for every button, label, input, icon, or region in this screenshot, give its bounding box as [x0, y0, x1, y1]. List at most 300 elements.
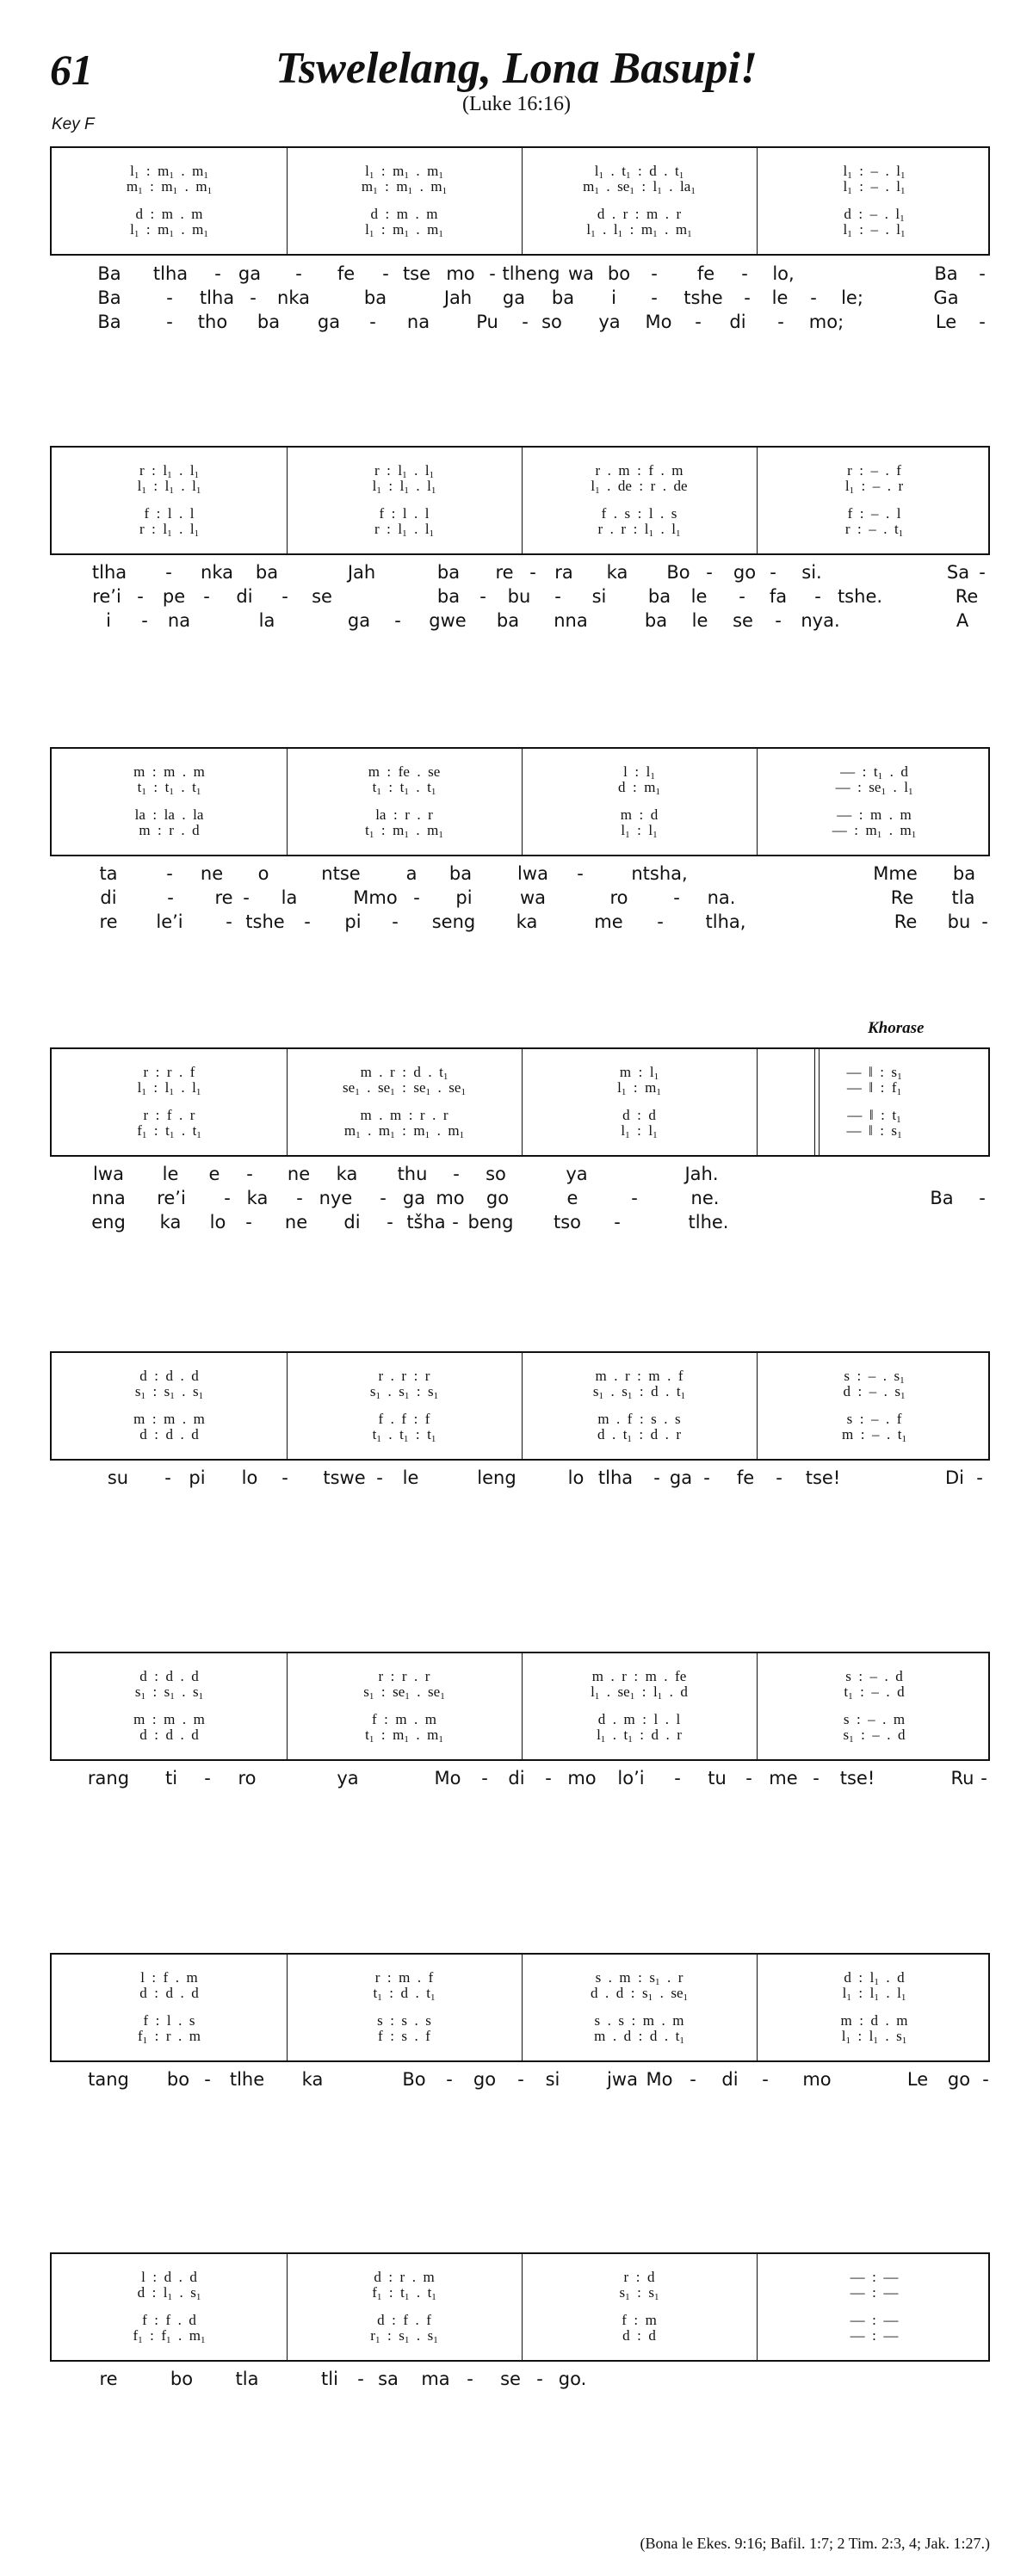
solfa-notes: f : l . l	[379, 505, 430, 522]
lyric-syllable: se	[312, 586, 332, 607]
chorus-label: Khorase	[868, 1019, 925, 1037]
lyric-syllable: Re	[894, 911, 918, 932]
solfa-notes: $l_1$ : – . $l_1$	[843, 221, 906, 239]
barline	[287, 448, 288, 553]
lyric-syllable: tse!	[805, 1467, 841, 1488]
lyric-syllable: -	[631, 1188, 638, 1208]
lyric-syllable: i	[611, 287, 616, 308]
lyric-syllable: tshe.	[837, 586, 883, 607]
solfa-notes: r : – . $t_1$	[844, 521, 904, 539]
barline	[522, 448, 523, 553]
lyric-syllable: si	[545, 2069, 560, 2090]
solfa-notes: $l_1$ : $m_1$ . $m_1$	[130, 163, 208, 181]
lyric-syllable: Mme	[873, 863, 918, 884]
barline	[522, 148, 523, 254]
lyric-syllable: se	[733, 610, 753, 631]
lyric-syllable: wa	[567, 263, 595, 284]
lyric-syllable: e	[566, 1188, 578, 1208]
lyric-syllable: bu	[947, 911, 971, 932]
lyric-syllable: -	[214, 263, 221, 284]
lyric-syllable: go	[733, 562, 757, 583]
solfa-notes: — : —	[850, 2327, 899, 2344]
lyric-syllable: -	[653, 1467, 660, 1488]
lyric-syllable: Le	[906, 2069, 929, 2090]
lyric-syllable: -	[479, 586, 486, 607]
solfa-notes: $l_1$ : $m_1$ . $m_1$	[365, 163, 443, 181]
solfa-notes: d . m : l . l	[597, 1711, 681, 1727]
solfa-notes: $t_1$ : – . d	[844, 1683, 905, 1702]
lyric-syllable: seng	[431, 911, 476, 932]
lyric-syllable: tlha	[152, 263, 189, 284]
lyric-syllable: pi	[344, 911, 362, 932]
solfa-notes: s : – . f	[846, 1411, 902, 1427]
lyric-syllable: ntsha,	[631, 863, 688, 884]
barline	[757, 1653, 758, 1759]
lyric-syllable: -	[741, 263, 748, 284]
lyric-syllable: di	[343, 1212, 361, 1232]
solfa-notes: f . s : l . s	[601, 505, 677, 522]
lyric-syllable: -	[517, 2069, 524, 2090]
lyric-syllable: -	[976, 1467, 983, 1488]
lyric-syllable: tlhe.	[688, 1212, 729, 1232]
lyric-syllable: -	[165, 562, 172, 583]
lyric-syllable: -	[382, 263, 389, 284]
lyric-syllable: la	[281, 887, 298, 908]
solfa-notes: d : $m_1$	[618, 779, 660, 797]
solfa-notes: d . r : m . r	[597, 206, 682, 222]
barline	[287, 2254, 288, 2360]
solfa-notes: r : m . f	[374, 1969, 434, 1986]
lyric-syllable: -	[744, 287, 751, 308]
solfa-notes: $l_1$ : $m_1$ . $m_1$	[130, 221, 208, 239]
lyric-syllable: -	[981, 911, 988, 932]
lyric-syllable: mo	[567, 1768, 597, 1788]
lyric-syllable: ka	[159, 1212, 182, 1232]
solfa-notes: $t_1$ : $t_1$ . $t_1$	[137, 779, 201, 797]
lyric-syllable: le	[771, 287, 789, 308]
solfa-notes: $s_1$ : $s_1$	[619, 2284, 659, 2302]
barline	[522, 1049, 523, 1155]
lyric-syllable: Sa	[946, 562, 970, 583]
lyric-syllable: Ba	[934, 263, 958, 284]
barline	[522, 749, 523, 855]
lyric-syllable: mo	[446, 263, 475, 284]
lyric-syllable: re	[99, 911, 118, 932]
lyric-syllable: tshe	[245, 911, 285, 932]
double-barline	[819, 1049, 820, 1155]
lyric-syllable: mo;	[808, 312, 844, 332]
lyric-syllable: tlha,	[705, 911, 746, 932]
lyric-syllable: bo	[607, 263, 631, 284]
lyric-syllable: thu	[397, 1164, 428, 1184]
lyric-syllable: ba	[363, 287, 387, 308]
lyric-syllable: le	[690, 586, 708, 607]
lyric-syllable: -	[204, 1768, 211, 1788]
lyric-syllable: lo	[241, 1467, 258, 1488]
lyric-syllable: pi	[455, 887, 473, 908]
lyric-syllable: nya.	[801, 610, 840, 631]
lyric-syllable: Bo	[402, 2069, 426, 2090]
solfa-notes: r : f . r	[143, 1107, 195, 1123]
solfa-notes: l : $l_1$	[623, 763, 655, 781]
lyric-syllable: re	[99, 2369, 118, 2389]
solfa-notes: r : – . f	[847, 462, 901, 479]
lyric-syllable: lo,	[772, 263, 795, 284]
lyric-syllable: -	[166, 863, 173, 884]
solfa-notes: $l_1$ : $l_1$	[621, 822, 658, 840]
lyric-syllable: -	[203, 586, 210, 607]
lyric-syllable: tso	[553, 1212, 582, 1232]
lyric-syllable: ba	[448, 863, 473, 884]
lyric-syllable: -	[296, 1188, 303, 1208]
lyric-syllable: tlheng	[502, 263, 560, 284]
lyric-syllable: le	[162, 1164, 179, 1184]
solfa-notes: f : l . l	[144, 505, 195, 522]
lyric-syllable: Mo	[646, 2069, 673, 2090]
lyric-syllable: go	[486, 1188, 510, 1208]
lyric-syllable: -	[166, 287, 173, 308]
lyric-syllable: -	[775, 610, 782, 631]
solfa-notes: $m_1$ : $m_1$ . $m_1$	[126, 178, 213, 196]
lyric-syllable: -	[979, 1188, 986, 1208]
lyric-syllable: fe	[696, 263, 715, 284]
lyric-syllable: -	[226, 911, 232, 932]
lyric-syllable: ba	[952, 863, 976, 884]
lyric-syllable: re’i	[92, 586, 121, 607]
solfa-notes: $l_1$ . $l_1$ : $m_1$ . $m_1$	[586, 221, 692, 239]
lyric-syllable: tang	[88, 2069, 129, 2090]
lyric-syllable: Ba	[930, 1188, 954, 1208]
barline	[522, 1955, 523, 2060]
lyric-syllable: mo	[802, 2069, 832, 2090]
lyric-syllable: e	[208, 1164, 220, 1184]
solfa-notes: $r_1$ : $s_1$ . $s_1$	[370, 2327, 438, 2345]
solfa-notes: $l_1$ : $l_1$ . $l_1$	[137, 478, 201, 496]
solfa-notes: l : f . m	[140, 1969, 198, 1986]
lyric-syllable: beng	[467, 1212, 514, 1232]
barline	[757, 1955, 758, 2060]
lyric-syllable: -	[776, 1467, 782, 1488]
lyric-syllable: ma	[421, 2369, 450, 2389]
lyric-syllable: ra	[554, 562, 573, 583]
hymn-number: 61	[50, 46, 93, 94]
solfa-notes: r . r : $l_1$ . $l_1$	[597, 521, 681, 539]
lyric-syllable: la	[258, 610, 275, 631]
solfa-notes: $f_1$ : $t_1$ . $t_1$	[372, 2284, 436, 2302]
solfa-notes: d : d . d	[139, 1368, 199, 1384]
lyric-syllable: rang	[87, 1768, 130, 1788]
lyric-syllable: -	[777, 312, 784, 332]
lyric-syllable: -	[489, 263, 496, 284]
solfa-notes: m : $l_1$	[619, 1064, 659, 1082]
lyric-syllable: -	[657, 911, 664, 932]
solfa-notes: $t_1$ : $m_1$ . $m_1$	[365, 1727, 443, 1745]
barline	[287, 1653, 288, 1759]
lyric-syllable: ka	[246, 1188, 269, 1208]
solfa-notes: d . d : $s_1$ . $se_1$	[590, 1985, 689, 2003]
lyric-syllable: di	[721, 2069, 739, 2090]
lyric-syllable: ba	[436, 586, 461, 607]
lyric-syllable: -	[243, 887, 250, 908]
solfa-notes: d : f . f	[377, 2312, 431, 2328]
solfa-notes: r : r . f	[143, 1064, 195, 1080]
lyric-syllable: Jah	[443, 287, 473, 308]
solfa-notes: m . f : s . s	[597, 1411, 681, 1427]
lyric-syllable: re’i	[157, 1188, 186, 1208]
solfa-notes: r : r . r	[378, 1668, 430, 1684]
lyric-syllable: -	[369, 312, 376, 332]
lyric-syllable: ba	[257, 312, 281, 332]
footer-references: (Bona le Ekes. 9:16; Bafil. 1:7; 2 Tim. 2:3, 4; Jak. 1:27.)	[640, 2535, 990, 2552]
lyric-syllable: -	[770, 562, 776, 583]
lyric-syllable: re	[495, 562, 514, 583]
lyric-syllable: tlha	[597, 1467, 634, 1488]
solfa-notes: s . s : m . m	[594, 2012, 684, 2029]
barline	[287, 148, 288, 254]
solfa-notes: — : —	[850, 2284, 899, 2301]
lyric-syllable: tse!	[839, 1768, 875, 1788]
lyric-syllable: le;	[841, 287, 863, 308]
solfa-notes: — : —	[850, 2269, 899, 2285]
score-system-box	[50, 747, 990, 856]
score-system-box	[50, 146, 990, 256]
lyric-syllable: -	[164, 1467, 171, 1488]
lyric-syllable: lo’i	[617, 1768, 645, 1788]
solfa-notes: r : $l_1$ . $l_1$	[374, 521, 435, 539]
lyric-syllable: -	[690, 2069, 696, 2090]
lyric-syllable: ne	[200, 863, 224, 884]
lyric-syllable: -	[281, 586, 288, 607]
solfa-notes: m : – . $t_1$	[842, 1426, 906, 1444]
solfa-notes: m : d	[620, 806, 659, 823]
solfa-notes: s : – . $s_1$	[844, 1368, 905, 1386]
lyric-syllable: -	[695, 312, 702, 332]
lyric-syllable: ka	[301, 2069, 324, 2090]
solfa-notes: — : $m_1$ . $m_1$	[832, 822, 917, 840]
lyric-syllable: ga	[502, 287, 526, 308]
solfa-notes: d : m . m	[135, 206, 203, 222]
lyric-syllable: ba	[255, 562, 279, 583]
solfa-notes: d : – . $s_1$	[843, 1383, 906, 1401]
lyric-syllable: go	[947, 2069, 971, 2090]
barline	[757, 1353, 758, 1459]
solfa-notes: d : r . m	[374, 2269, 435, 2285]
lyric-syllable: -	[141, 610, 148, 631]
lyric-syllable: -	[706, 562, 713, 583]
lyric-syllable: ba	[647, 586, 671, 607]
lyric-syllable: sa	[378, 2369, 399, 2389]
solfa-notes: la : la . la	[134, 806, 204, 823]
lyric-syllable: ya	[337, 1768, 359, 1788]
solfa-notes: — ‖ : $s_1$	[846, 1122, 902, 1140]
solfa-notes: $t_1$ : d . $t_1$	[373, 1985, 436, 2003]
solfa-notes: f : – . l	[847, 505, 901, 522]
lyric-syllable: -	[250, 287, 257, 308]
lyric-syllable: su	[107, 1467, 129, 1488]
lyric-syllable: ga	[238, 263, 262, 284]
lyric-syllable: Pu	[476, 312, 498, 332]
lyric-syllable: Ba	[97, 263, 121, 284]
solfa-notes: m . d : d . $t_1$	[594, 2028, 684, 2046]
lyric-syllable: Mo	[434, 1768, 461, 1788]
solfa-notes: — : $se_1$ . $l_1$	[835, 779, 913, 797]
lyric-syllable: -	[380, 1188, 387, 1208]
solfa-notes: $m_1$ . $m_1$ : $m_1$ . $m_1$	[343, 1122, 465, 1140]
lyric-syllable: jwa	[607, 2069, 638, 2090]
solfa-notes: $f_1$ : $t_1$ . $t_1$	[137, 1122, 201, 1140]
lyric-syllable: nye	[319, 1188, 353, 1208]
lyric-syllable: lwa	[517, 863, 548, 884]
lyric-syllable: ta	[99, 863, 118, 884]
lyric-syllable: ka	[516, 911, 538, 932]
lyric-syllable: -	[762, 2069, 769, 2090]
solfa-notes: $l_1$ . $t_1$ : d . r	[597, 1727, 682, 1745]
solfa-notes: f : s . f	[378, 2028, 430, 2044]
score-system-box	[50, 1351, 990, 1461]
lyric-syllable: nka	[277, 287, 310, 308]
lyric-syllable: re	[214, 887, 233, 908]
lyric-syllable: nna	[554, 610, 588, 631]
solfa-notes: d : d . d	[139, 1727, 199, 1743]
score-system-box	[50, 2252, 990, 2362]
solfa-notes: r : d	[623, 2269, 655, 2285]
solfa-notes: $s_1$ . $s_1$ : $s_1$	[369, 1383, 439, 1401]
solfa-notes: $t_1$ : $m_1$ . $m_1$	[365, 822, 443, 840]
solfa-notes: $l_1$ : $m_1$	[617, 1079, 661, 1097]
lyric-syllable: tshe	[684, 287, 723, 308]
hymn-title: Tswelelang, Lona Basupi!	[275, 44, 758, 93]
lyric-syllable: -	[246, 1164, 253, 1184]
solfa-notes: f : l . s	[143, 2012, 195, 2029]
lyric-syllable: na	[167, 610, 191, 631]
lyric-syllable: eng	[91, 1212, 126, 1232]
solfa-notes: f : m	[622, 2312, 657, 2328]
lyric-syllable: -	[814, 586, 821, 607]
lyric-syllable: ya	[598, 312, 621, 332]
lyric-syllable: Re	[955, 586, 979, 607]
solfa-notes: $s_1$ . $s_1$ : d . $t_1$	[592, 1383, 686, 1401]
solfa-notes: d : d . d	[139, 1426, 199, 1442]
lyric-syllable: -	[281, 1467, 288, 1488]
lyric-syllable: ba	[436, 562, 461, 583]
solfa-notes: $l_1$ : $l_1$ . $s_1$	[841, 2028, 907, 2046]
lyric-syllable: -	[467, 2369, 473, 2389]
lyric-syllable: -	[979, 562, 986, 583]
lyric-syllable: si.	[801, 562, 822, 583]
barline	[287, 749, 288, 855]
lyric-syllable: so	[541, 312, 562, 332]
solfa-notes: $l_1$ : $l_1$ . $l_1$	[842, 1985, 906, 2003]
lyric-syllable: ne	[287, 1164, 311, 1184]
lyric-syllable: go.	[558, 2369, 587, 2389]
lyric-syllable: lwa	[93, 1164, 124, 1184]
solfa-notes: s . m : $s_1$ . r	[595, 1969, 684, 1987]
lyric-syllable: -	[224, 1188, 231, 1208]
lyric-syllable: gwe	[429, 610, 467, 631]
lyric-syllable: lo	[567, 1467, 585, 1488]
lyric-syllable: Jah	[347, 562, 376, 583]
solfa-notes: f : m . m	[371, 1711, 437, 1727]
lyric-syllable: -	[703, 1467, 710, 1488]
key-signature: Key F	[52, 115, 95, 133]
lyric-syllable: -	[245, 1212, 252, 1232]
solfa-notes: m : m . m	[133, 763, 205, 780]
solfa-notes: m . r : m . f	[595, 1368, 684, 1384]
lyric-syllable: mo	[436, 1188, 465, 1208]
lyric-syllable: ba	[496, 610, 520, 631]
solfa-notes: $s_1$ : $s_1$ . $s_1$	[134, 1383, 204, 1401]
lyric-syllable: le’i	[156, 911, 183, 932]
lyric-syllable: di	[729, 312, 746, 332]
solfa-notes: $t_1$ : $t_1$ . $t_1$	[372, 779, 436, 797]
lyric-syllable: -	[376, 1467, 383, 1488]
lyric-syllable: -	[204, 2069, 211, 2090]
lyric-syllable: -	[980, 1768, 987, 1788]
lyric-syllable: -	[536, 2369, 543, 2389]
lyric-syllable: ga	[669, 1467, 693, 1488]
lyric-syllable: so	[486, 1164, 506, 1184]
solfa-notes: r : $l_1$ . $l_1$	[139, 462, 200, 480]
lyric-syllable: -	[979, 312, 986, 332]
solfa-notes: s : – . d	[845, 1668, 903, 1684]
lyric-syllable: lo	[209, 1212, 226, 1232]
lyric-syllable: nka	[201, 562, 233, 583]
lyric-syllable: ka	[336, 1164, 358, 1184]
score-system-box	[50, 1953, 990, 2062]
lyric-syllable: Di	[944, 1467, 965, 1488]
solfa-notes: m : fe . se	[368, 763, 441, 780]
barline	[757, 1049, 758, 1155]
lyric-syllable: ba	[644, 610, 668, 631]
lyric-syllable: tlhe	[229, 2069, 265, 2090]
lyric-syllable: tho	[197, 312, 228, 332]
lyric-syllable: -	[453, 1164, 460, 1184]
lyric-syllable: Ru	[950, 1768, 974, 1788]
lyric-syllable: tu	[708, 1768, 727, 1788]
solfa-notes: s : s . s	[377, 2012, 431, 2029]
lyric-syllable: Le	[935, 312, 957, 332]
lyric-syllable: ntse	[321, 863, 361, 884]
lyric-syllable: Ga	[933, 287, 959, 308]
barline	[522, 1653, 523, 1759]
barline	[757, 448, 758, 553]
lyric-syllable: ro	[609, 887, 628, 908]
barline	[287, 1049, 288, 1155]
solfa-notes: d : d	[622, 1107, 656, 1123]
lyric-syllable: Jah.	[684, 1164, 719, 1184]
lyric-syllable: me	[769, 1768, 798, 1788]
solfa-notes: — : $t_1$ . d	[840, 763, 908, 781]
solfa-notes: $s_1$ : – . d	[843, 1727, 906, 1745]
solfa-notes: $t_1$ . $t_1$ : $t_1$	[372, 1426, 436, 1444]
lyric-syllable: pe	[162, 586, 186, 607]
solfa-notes: — ‖ : $t_1$	[847, 1107, 901, 1125]
solfa-notes: $l_1$ : – . r	[844, 478, 904, 496]
lyric-syllable: ka	[606, 562, 628, 583]
solfa-notes: — ‖ : $s_1$	[846, 1064, 902, 1082]
barline	[522, 2254, 523, 2360]
solfa-notes: $l_1$ : $l_1$ . $l_1$	[137, 1079, 201, 1097]
solfa-notes: $m_1$ : $m_1$ . $m_1$	[361, 178, 448, 196]
solfa-notes: m . r : d . $t_1$	[360, 1064, 448, 1082]
lyric-syllable: ba	[551, 287, 575, 308]
solfa-notes: d : d . d	[139, 1668, 199, 1684]
solfa-notes: $s_1$ : $se_1$ . $se_1$	[363, 1683, 445, 1702]
lyric-syllable: A	[956, 610, 969, 631]
solfa-notes: m . r : m . fe	[591, 1668, 687, 1684]
lyric-syllable: -	[392, 911, 399, 932]
lyric-syllable: bu	[507, 586, 531, 607]
